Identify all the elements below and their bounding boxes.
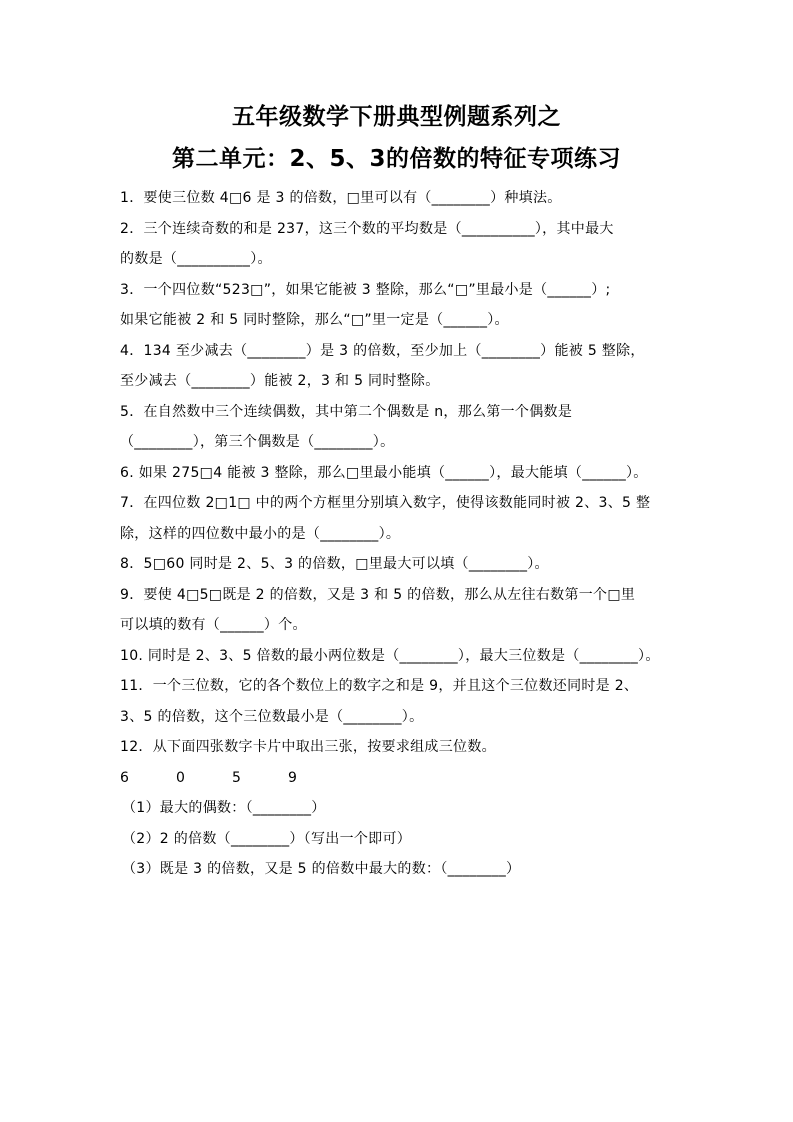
question-list (120, 183, 680, 885)
question-line: 7．在四位数 2□1□ 中的两个方框里分别填入数字，使得该数能同时被 2、3、5 整 (120, 495, 651, 511)
number-card: 5 (232, 769, 242, 786)
question-line: 3、5 的倍数，这个三位数最小是（________）。 (120, 708, 424, 725)
question-line: 8．5□60 同时是 2、5、3 的倍数，□里最大可以填（________）。 (120, 556, 549, 572)
number-card: 6 (120, 769, 130, 786)
document-title: 五年级数学下册典型例题系列之 (232, 104, 561, 130)
question-line: 4．134 至少减去（________）是 3 的倍数，至少加上（________）能被 5 整除， (120, 342, 645, 359)
subquestion-line: （3）既是 3 的倍数，又是 5 的倍数中最大的数：（________） (122, 861, 521, 877)
question-line: 10. 同时是 2、3、5 倍数的最小两位数是（________），最大三位数是（________）。 (120, 647, 660, 664)
question-line: 11．一个三位数，它的各个数位上的数字之和是 9，并且这个三位数还同时是 2、 (120, 678, 639, 694)
question-line: 的数是（__________）。 (120, 251, 272, 267)
question-line: 至少减去（________）能被 2，3 和 5 同时整除。 (120, 373, 440, 389)
question-line: 1．要使三位数 4□6 是 3 的倍数，□里可以有（________）种填法。 (120, 190, 562, 206)
question-line: 9．要使 4□5□既是 2 的倍数，又是 3 和 5 的倍数，那么从左往右数第一个□里 (120, 586, 636, 603)
number-cards (120, 763, 680, 794)
number-card: 0 (176, 769, 186, 786)
question-line: 可以填的数有（______）个。 (120, 617, 307, 633)
question-line: 2．三个连续奇数的和是 237，这三个数的平均数是（__________），其中最大 (120, 220, 614, 237)
number-card: 9 (288, 769, 298, 786)
document-subtitle: 第二单元：2、5、3的倍数的特征专项练习 (171, 146, 621, 172)
subquestion-line: （1）最大的偶数：（________） (122, 800, 326, 816)
question-line: 12．从下面四张数字卡片中取出三张，按要求组成三位数。 (120, 739, 496, 755)
question-line: 6. 如果 275□4 能被 3 整除，那么□里最小能填（______），最大能填（______）。 (120, 464, 648, 481)
subquestion-line: （2）2 的倍数（________）（写出一个即可） (122, 830, 412, 847)
question-line: 5．在自然数中三个连续偶数，其中第二个偶数是 n，那么第一个偶数是 (120, 403, 573, 420)
question-line: 3．一个四位数“523□”，如果它能被 3 整除，那么“□”里最小是（______）; (120, 281, 611, 298)
question-line: （________），第三个偶数是（________）。 (120, 434, 395, 450)
question-line: 如果它能被 2 和 5 同时整除，那么“□”里一定是（______）。 (120, 312, 509, 328)
question-line: 除，这样的四位数中最小的是（________）。 (120, 525, 401, 542)
